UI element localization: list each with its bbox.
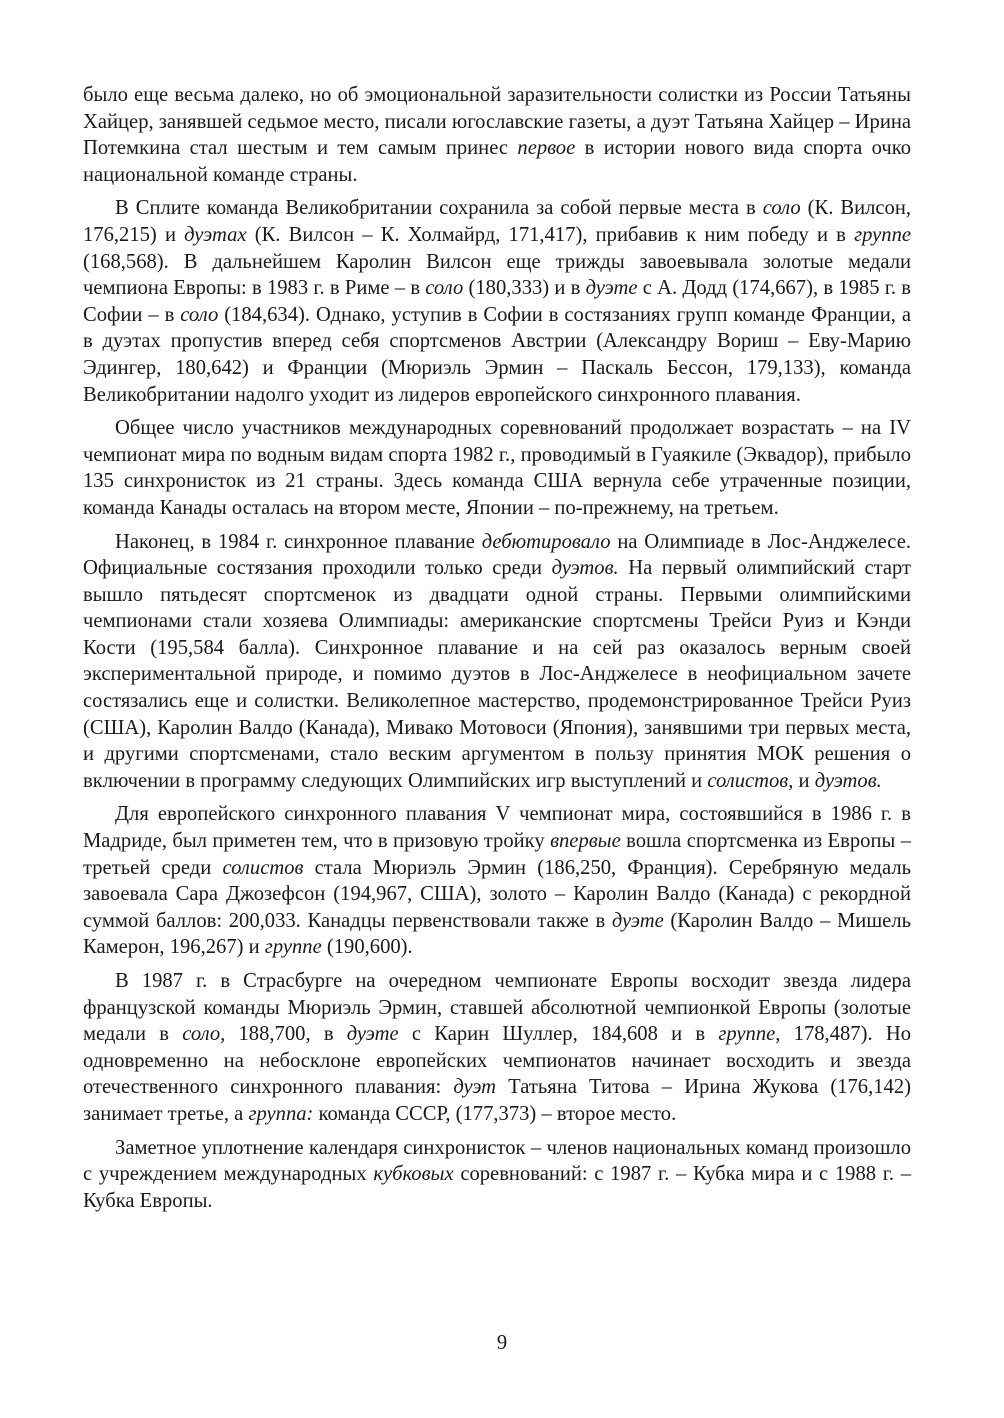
text-run: в истории нового вида спорта очко национальной команде страны. <box>83 137 911 186</box>
italic-term: группе, <box>718 1023 781 1046</box>
paragraph <box>83 195 911 408</box>
text-run: (184,634). Однако, уступив в Софии в состязаниях групп команде Франции, а в дуэтах пропустив вперед себя спортсменов Австрии (Александру Вориш – Еву-Марию Эдингер, 180,642) и Франции (Мюриэль Эрмин – Паскаль Бессон, 179,133), команда Великобритании надолго уходит из лидеров европейского синхронного плавания. <box>83 303 912 406</box>
italic-term: соло <box>425 277 464 300</box>
text-run: (К. Вилсон, 176,215) и <box>83 197 912 246</box>
text-run: Татьяна Титова – Ирина Жукова (176,142) занимает третье, а <box>83 1076 911 1125</box>
italic-term: группе <box>264 936 322 959</box>
text-run: (180,333) и в <box>463 277 586 300</box>
text-run: на Олимпиаде в Лос-Анджелесе. Официальные состязания проходили только среди <box>83 530 911 580</box>
paragraph <box>83 968 911 1128</box>
italic-term: впервые <box>550 830 621 853</box>
text-run: с Карин Шуллер, 184,608 и в <box>398 1023 719 1046</box>
italic-term: солистов, <box>707 769 794 792</box>
paragraph <box>83 529 911 795</box>
italic-term: дуэтах <box>184 223 247 246</box>
text-run: На первый олимпийский старт вышло пятьдесят спортсменок из двадцати одной страны. Первыми олимпийскими чемпионами стали хозяева Олимпиады: американские спортсмены Трейси Руиз и Кэнди Кости (195,584 балла). Синхронное плавание и на сей раз оказалось верным своей экспериментальной природе, и помимо дуэтов в Лос-Анджелесе в неофициальном зачете состязались еще и солистки. Великолепное мастерство, продемонстрированное Трейси Руиз (США), Каролин Валдо (Канада), Мивако Мотовоси (Япония), занявшими три первых места, и другими спортсменами, стало веским аргументом в пользу принятия МОК решения о включении в программу следующих Олимпийских игр выступлений и <box>83 557 912 792</box>
italic-term: соло <box>180 303 219 326</box>
text-run: Заметное уплотнение календаря синхронисток – членов национальных команд произошло с учреждением международных <box>83 1136 911 1186</box>
paragraph <box>83 801 911 961</box>
text-run: Для европейского синхронного плавания V чемпионат мира, состоявшийся в 1986 г. в Мадриде, был приметен тем, что в призовую тройку <box>83 803 911 853</box>
italic-term: дуэтов. <box>551 557 619 580</box>
italic-term: кубковых <box>373 1163 454 1186</box>
italic-term: солистов <box>222 856 304 879</box>
text-run: (190,600). <box>321 936 413 959</box>
text-run: с А. Додд (174,667), в 1985 г. в Софии – в <box>83 277 911 326</box>
italic-term: дуэте <box>585 277 638 300</box>
italic-term: дебютировало <box>481 530 611 553</box>
text-run: было еще весьма далеко, но об эмоциональной заразительности солистки из России Татьяны Хайцер, занявшей седьмое место, писали югославские газеты, а дуэт Татьяна Хайцер – Ирина Потемкина стал шестым и тем самым принес <box>83 84 911 160</box>
body-text <box>83 82 911 1214</box>
text-run: В Сплите команда Великобритании сохранила за собой первые места в <box>115 197 763 220</box>
italic-term: группе <box>854 223 912 246</box>
text-run: В 1987 г. в Страсбурге на очередном чемпионате Европы восходит звезда лидера французской команды Мюриэль Эрмин, ставшей абсолютной чемпионкой Европы (золотые медали в <box>83 970 911 1046</box>
text-run: (Каролин Валдо – Мишель Камерон, 196,267) и <box>83 909 911 959</box>
text-run: стала Мюриэль Эрмин (186,250, Франция). Серебряную медаль завоевала Сара Джозефсон (194,967, США), золото – Каролин Валдо (Канада) с рекордной суммой баллов: 200,033. Канадцы первенствовали также в <box>83 856 912 932</box>
text-run: и <box>793 769 815 792</box>
text-run: 178,487). Но одновременно на небосклоне европейских чемпионатов начинает восходить и звезда отечественного синхронного плавания: <box>83 1023 911 1099</box>
italic-term: дуэтов. <box>814 769 882 792</box>
paragraph <box>83 415 911 521</box>
italic-term: соло <box>762 197 801 220</box>
paragraph <box>83 82 911 188</box>
italic-term: дуэте <box>611 909 664 932</box>
text-run: (К. Вилсон – К. Холмайрд, 171,417), прибавив к ним победу и в <box>246 223 855 246</box>
text-run: 188,700, в <box>225 1023 347 1046</box>
italic-term: группа: <box>248 1102 314 1125</box>
text-run: (168,568). В дальнейшем Каролин Вилсон еще трижды завоевывала золотые медали чемпиона Европы: в 1983 г. в Риме – в <box>83 250 911 300</box>
italic-term: дуэте <box>346 1023 399 1046</box>
italic-term: дуэт <box>453 1076 497 1099</box>
italic-term: соло, <box>182 1023 226 1046</box>
paragraph <box>83 1135 911 1215</box>
italic-term: первое <box>517 137 576 160</box>
text-run: команда СССР, (177,373) – второе место. <box>313 1102 677 1125</box>
text-run: Общее число участников международных соревнований продолжает возрастать – на IV чемпионат мира по водным видам спорта 1982 г., проводимый в Гуаякиле (Эквадор), прибыло 135 синхронисток из 21 страны. Здесь команда США вернула себе утраченные позиции, команда Канады осталась на втором месте, Японии – по-прежнему, на третьем. <box>83 417 911 519</box>
text-run: Наконец, в 1984 г. синхронное плавание <box>115 530 482 553</box>
text-run: вошла спортсменка из Европы – третьей среди <box>83 830 911 879</box>
text-run: соревнований: с 1987 г. – Кубка мира и с 1988 г. – Кубка Европы. <box>83 1163 911 1212</box>
page-number: 9 <box>496 1332 508 1354</box>
